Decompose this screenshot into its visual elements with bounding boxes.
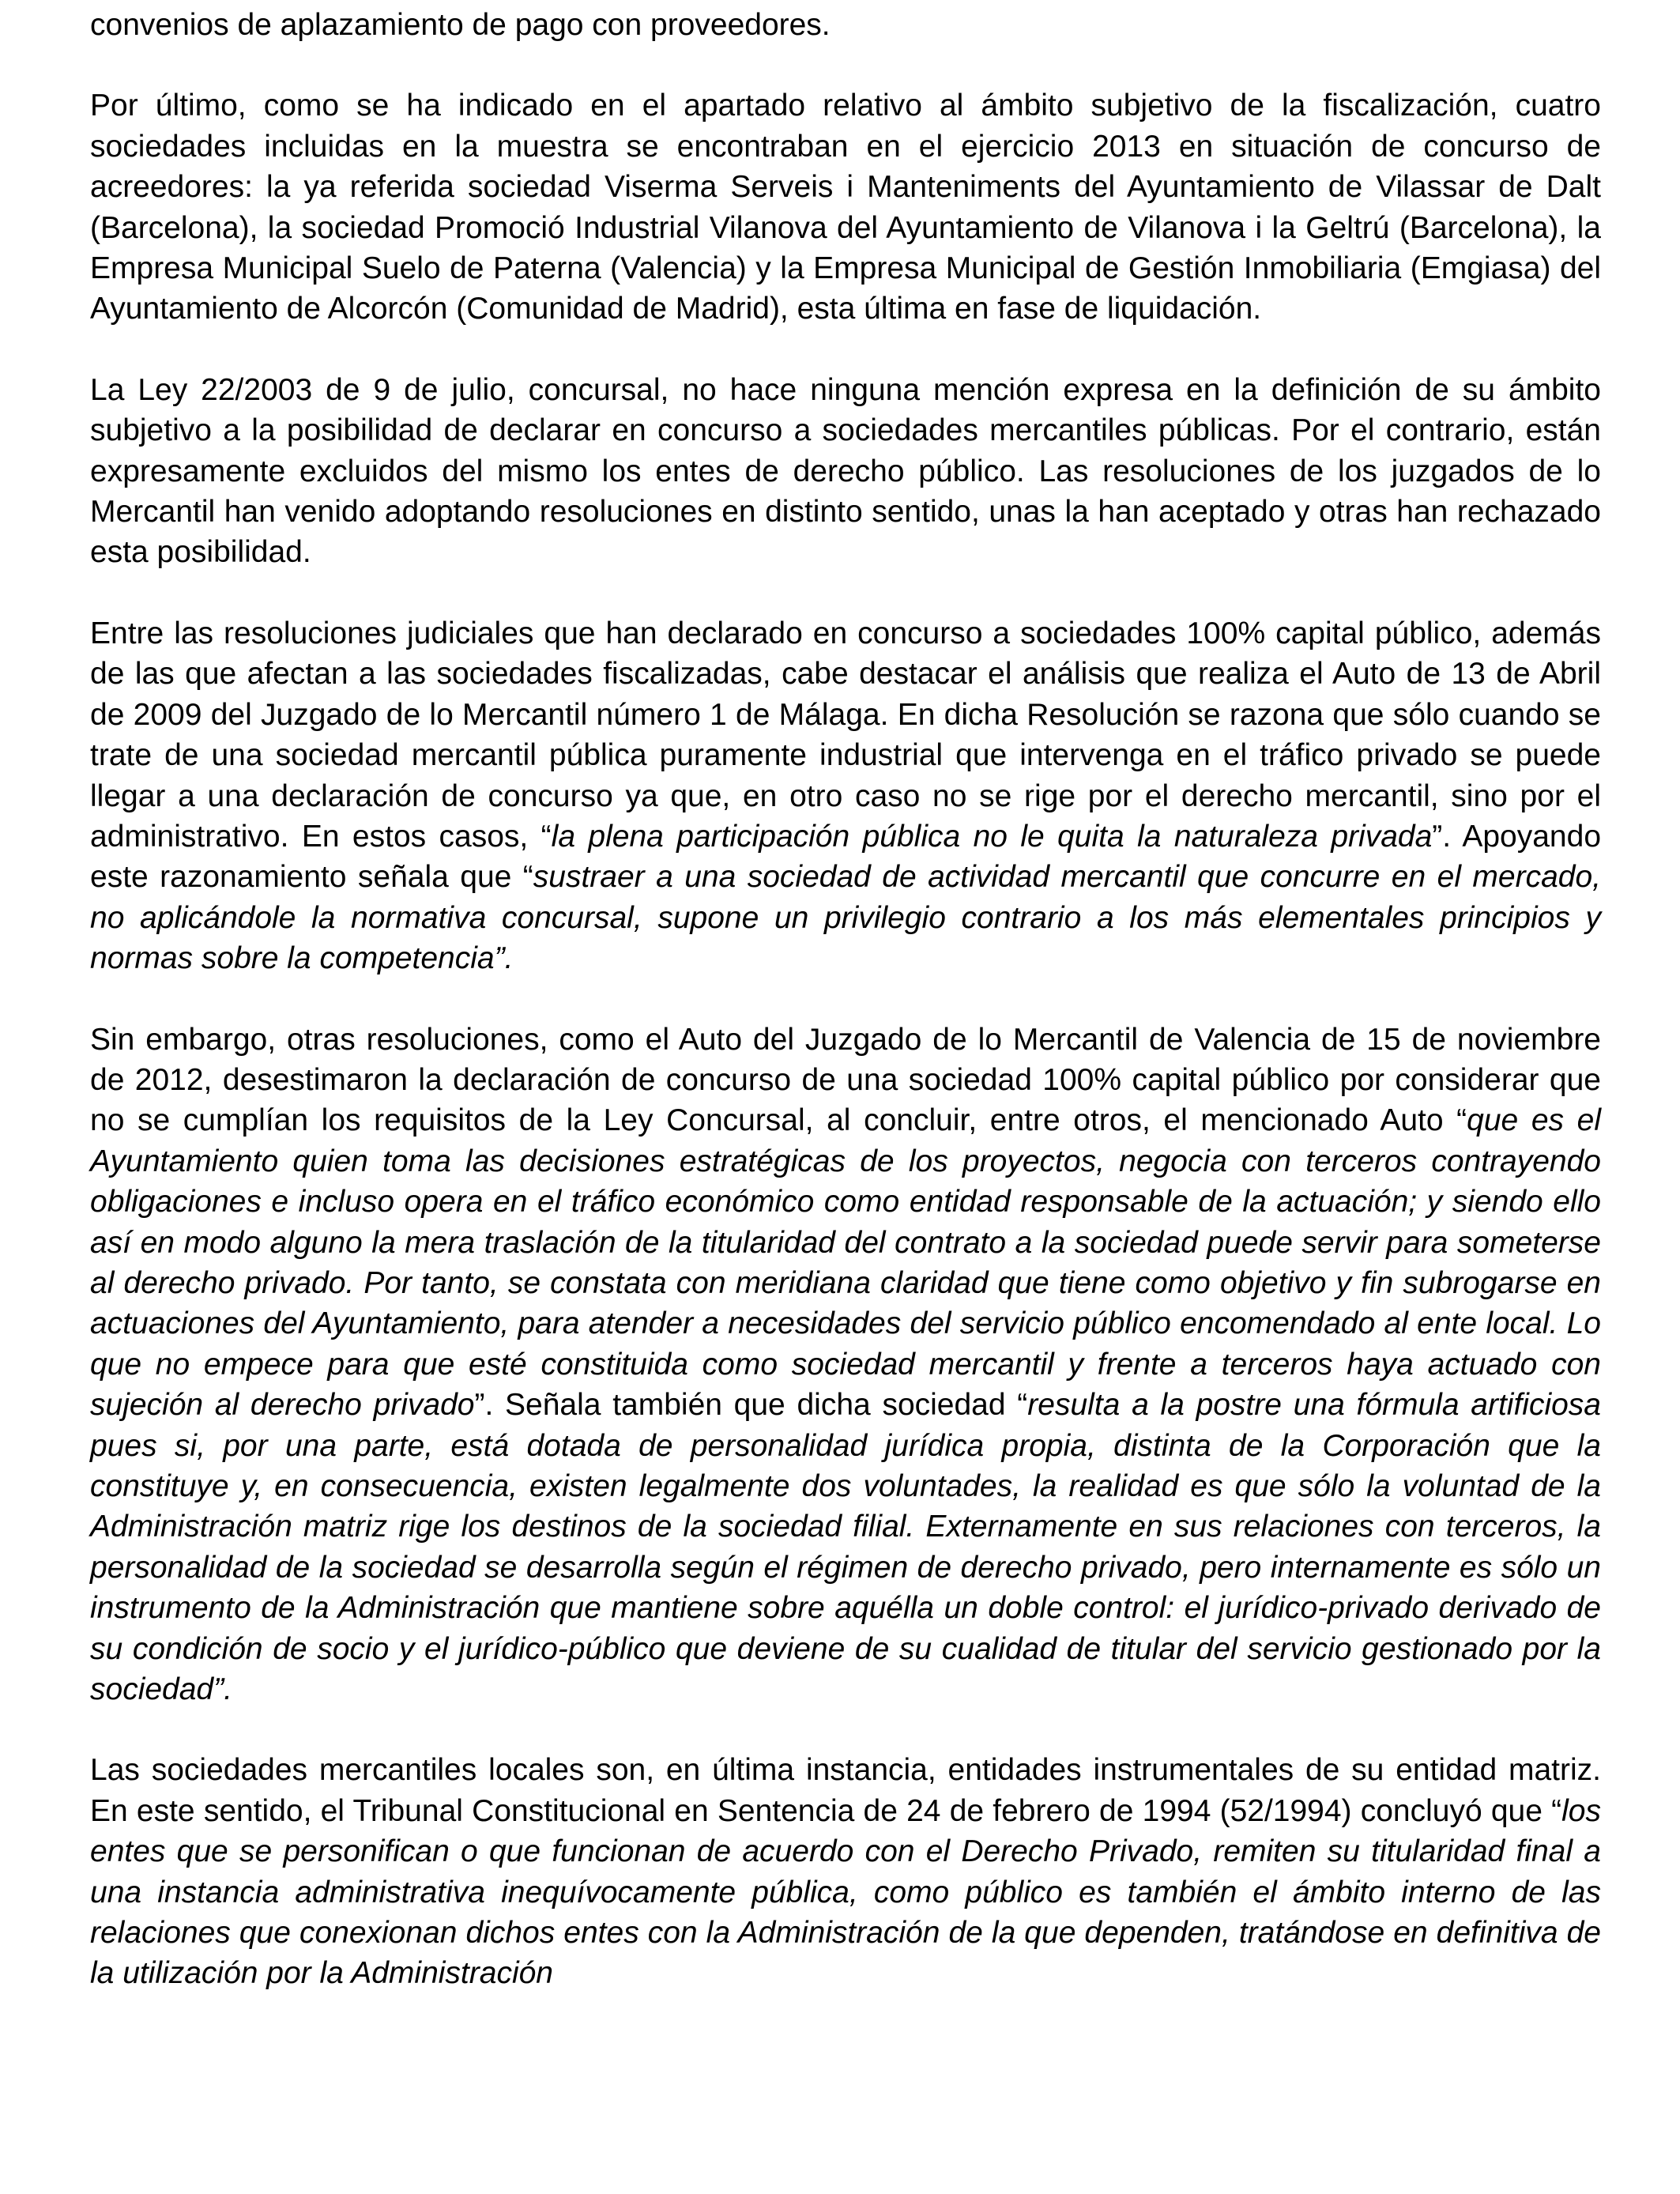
quote-italic: sustraer a una sociedad de actividad mercantil que concurre en el mercado, no aplicándole la normativa concursal, supone un privilegio contrario a los más elementales principios y normas sobre la competencia”.: [90, 860, 1601, 976]
quote-italic: resulta a la postre una fórmula artificiosa pues si, por una parte, está dotada de personalidad jurídica propia, distinta de la Corporación que la constituye y, en consecuencia, existen legalmente dos voluntades, la realidad es que sólo la voluntad de la Administración matriz rige los destinos de la sociedad filial. Externamente en sus relaciones con terceros, la personalidad de la sociedad se desarrolla según el régimen de derecho privado, pero internamente es sólo un instrumento de la Administración que mantiene sobre aquélla un doble control: el jurídico-privado derivado de su condición de socio y el jurídico-público que deviene de su cualidad de titular del servicio gestionado por la sociedad”.: [90, 1388, 1601, 1707]
paragraph-auto-valencia: [90, 1020, 1601, 1710]
text-run: Entre las resoluciones judiciales que han declarado en concurso a sociedades 100% capital público, además de las que afectan a las sociedades fiscalizadas, cabe destacar el análisis que realiza el Auto de 13 de Abril de 2009 del Juzgado de lo Mercantil número 1 de Málaga. En dicha Resolución se razona que sólo cuando se trate de una sociedad mercantil pública puramente industrial que intervenga en el tráfico privado se puede llegar a una declaración de concurso ya que, en otro caso no se rige por el derecho mercantil, sino por el administrativo. En estos casos, “: [90, 616, 1601, 854]
text-run: La Ley 22/2003 de 9 de julio, concursal, no hace ninguna mención expresa en la definición de su ámbito subjetivo a la posibilidad de declarar en concurso a sociedades mercantiles públicas. Por el contrario, están expresamente excluidos del mismo los entes de derecho público. Las resoluciones de los juzgados de lo Mercantil han venido adoptando resoluciones en distinto sentido, unas la han aceptado y otras han rechazado esta posibilidad.: [90, 372, 1601, 570]
paragraph-concurso-sociedades: [90, 85, 1601, 329]
quote-italic: los entes que se personifican o que funcionan de acuerdo con el Derecho Privado, remiten su titularidad final a una instancia administrativa inequívocamente pública, como público es también el ámbito interno de las relaciones que conexionan dichos entes con la Administración de la que dependen, tratándose en definitiva de la utilización por la Administración: [90, 1793, 1601, 1991]
text-run: ”. Apoyando este razonamiento señala que “: [90, 819, 1602, 895]
paragraph-tribunal-constitucional: [90, 1750, 1601, 1993]
text-run: ”. Señala también que dicha sociedad “: [474, 1388, 1028, 1423]
paragraph-aplazamiento: [90, 5, 1601, 45]
document-page: [90, 5, 1601, 1994]
text-run: convenios de aplazamiento de pago con proveedores.: [90, 8, 831, 42]
paragraph-ley-concursal: [90, 370, 1601, 573]
quote-italic: que es el Ayuntamiento quien toma las decisiones estratégicas de los proyectos, negocia con terceros contrayendo obligaciones e incluso opera en el tráfico económico como entidad responsable de la actuación; y siendo ello así en modo alguno la mera traslación de la titularidad del contrato a la sociedad puede servir para someterse al derecho privado. Por tanto, se constata con meridiana claridad que tiene como objetivo y fin subrogarse en actuaciones del Ayuntamiento, para atender a necesidades del servicio público encomendado al ente local. Lo que no empece para que esté constituida como sociedad mercantil y frente a terceros haya actuado con sujeción al derecho privado: [90, 1103, 1601, 1423]
text-run: Sin embargo, otras resoluciones, como el Auto del Juzgado de lo Mercantil de Valencia de 15 de noviembre de 2012, desestimaron la declaración de concurso de una sociedad 100% capital público por considerar que no se cumplían los requisitos de la Ley Concursal, al concluir, entre otros, el mencionado Auto “: [90, 1022, 1601, 1138]
text-run: Las sociedades mercantiles locales son, en última instancia, entidades instrumentales de su entidad matriz. En este sentido, el Tribunal Constitucional en Sentencia de 24 de febrero de 1994 (52/1994) concluyó que “: [90, 1753, 1601, 1828]
quote-italic: la plena participación pública no le quita la naturaleza privada: [551, 819, 1433, 854]
paragraph-auto-malaga: [90, 613, 1601, 979]
text-run: Por último, como se ha indicado en el apartado relativo al ámbito subjetivo de la fiscalización, cuatro sociedades incluidas en la muestra se encontraban en el ejercicio 2013 en situación de concurso de acreedores: la ya referida sociedad Viserma Serveis i Manteniments del Ayuntamiento de Vilassar de Dalt (Barcelona), la sociedad Promoció Industrial Vilanova del Ayuntamiento de Vilanova i la Geltrú (Barcelona), la Empresa Municipal Suelo de Paterna (Valencia) y la Empresa Municipal de Gestión Inmobiliaria (Emgiasa) del Ayuntamiento de Alcorcón (Comunidad de Madrid), esta última en fase de liquidación.: [90, 89, 1601, 326]
